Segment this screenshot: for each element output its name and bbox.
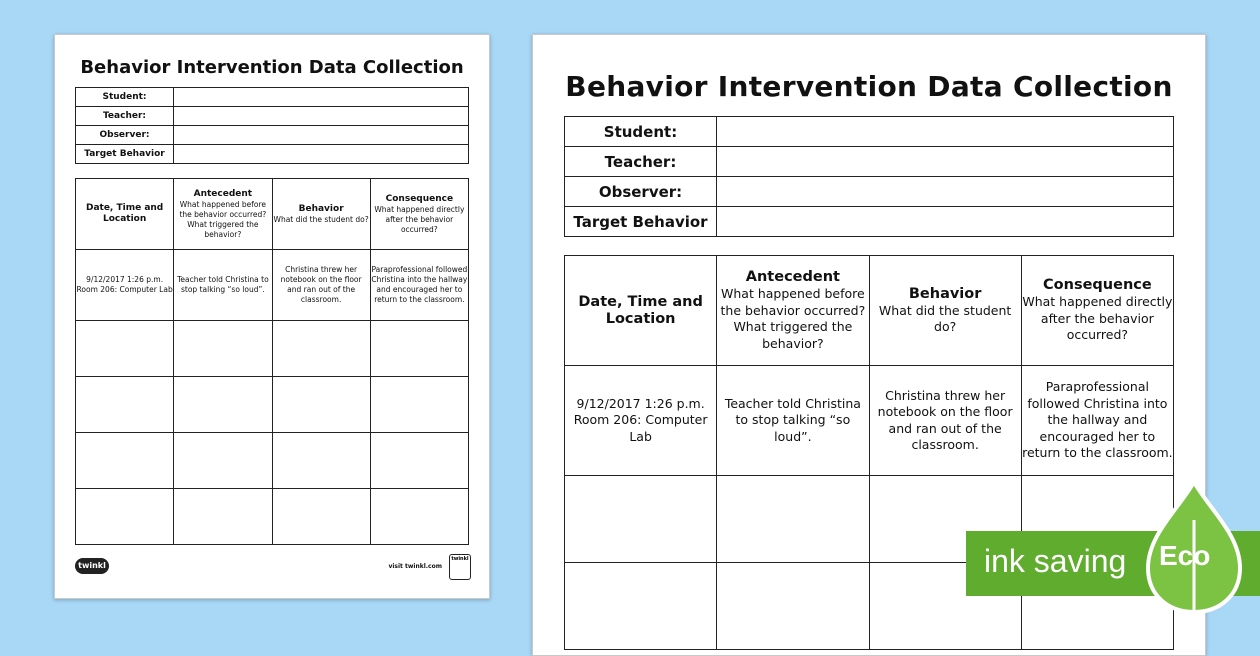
eco-label: Eco xyxy=(1159,540,1211,571)
example-behavior: Christina threw her notebook on the floor and ran out of the classroom. xyxy=(869,366,1021,476)
header-date: Date, Time and Location xyxy=(76,179,174,250)
example-antecedent: Teacher told Christina to stop talking “so loud”. xyxy=(174,250,272,321)
student-field xyxy=(174,88,469,107)
target-behavior-field xyxy=(717,207,1174,237)
teacher-label: Teacher: xyxy=(565,147,717,177)
table-cell xyxy=(565,563,717,650)
table-cell xyxy=(76,321,174,377)
header-behavior: Behavior What did the student do? xyxy=(869,256,1021,366)
abc-data-table xyxy=(75,178,469,545)
table-cell xyxy=(76,433,174,489)
table-cell xyxy=(76,377,174,433)
observer-field xyxy=(717,177,1174,207)
example-date: 9/12/2017 1:26 p.m. Room 206: Computer Lab xyxy=(565,366,717,476)
target-behavior-field xyxy=(174,145,469,164)
table-cell xyxy=(717,476,869,563)
observer-field xyxy=(174,126,469,145)
ink-saving-text: ink saving xyxy=(984,543,1127,579)
target-behavior-label: Target Behavior xyxy=(76,145,174,164)
table-cell xyxy=(370,321,468,377)
header-date: Date, Time and Location xyxy=(565,256,717,366)
table-cell xyxy=(174,433,272,489)
header-consequence: Consequence What happened directly after the behavior occurred? xyxy=(370,179,468,250)
header-consequence: Consequence What happened directly after the behavior occurred? xyxy=(1021,256,1173,366)
student-label: Student: xyxy=(76,88,174,107)
observer-label: Observer: xyxy=(76,126,174,145)
footer-url: visit twinkl.com xyxy=(388,563,442,570)
table-cell xyxy=(76,489,174,545)
table-cell xyxy=(174,321,272,377)
table-cell xyxy=(370,377,468,433)
table-cell xyxy=(272,321,370,377)
header-behavior: Behavior What did the student do? xyxy=(272,179,370,250)
student-field xyxy=(717,117,1174,147)
table-cell xyxy=(370,489,468,545)
teacher-field xyxy=(717,147,1174,177)
table-cell xyxy=(370,433,468,489)
header-antecedent: Antecedent What happened before the behavior occurred? What triggered the behavior? xyxy=(717,256,869,366)
page-title: Behavior Intervention Data Collection xyxy=(565,70,1173,103)
table-cell xyxy=(272,489,370,545)
teacher-field xyxy=(174,107,469,126)
example-consequence: Paraprofessional followed Christina into the hallway and encouraged her to return to the classroom. xyxy=(1021,366,1173,476)
table-cell xyxy=(174,377,272,433)
header-antecedent: Antecedent What happened before the behavior occurred? What triggered the behavior? xyxy=(174,179,272,250)
example-consequence: Paraprofessional followed Christina into the hallway and encouraged her to return to the classroom. xyxy=(370,250,468,321)
table-cell xyxy=(174,489,272,545)
worksheet-preview-small xyxy=(54,34,490,599)
table-cell xyxy=(272,377,370,433)
table-cell xyxy=(272,433,370,489)
student-info-table xyxy=(75,87,469,164)
student-info-table xyxy=(564,116,1174,237)
example-antecedent: Teacher told Christina to stop talking “so loud”. xyxy=(717,366,869,476)
example-date: 9/12/2017 1:26 p.m. Room 206: Computer Lab xyxy=(76,250,174,321)
observer-label: Observer: xyxy=(565,177,717,207)
teacher-label: Teacher: xyxy=(76,107,174,126)
example-behavior: Christina threw her notebook on the floor and ran out of the classroom. xyxy=(272,250,370,321)
twinkl-badge-icon: twinkl xyxy=(449,554,471,580)
twinkl-logo: twinkl xyxy=(75,558,109,574)
table-cell xyxy=(717,563,869,650)
table-cell xyxy=(565,476,717,563)
target-behavior-label: Target Behavior xyxy=(565,207,717,237)
student-label: Student: xyxy=(565,117,717,147)
page-title: Behavior Intervention Data Collection xyxy=(80,57,464,78)
